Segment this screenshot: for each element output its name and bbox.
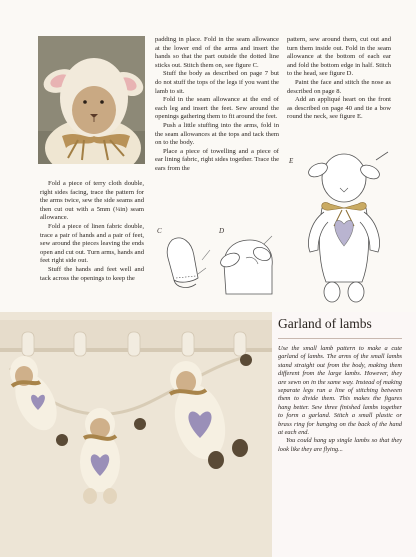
col2-paragraph: Fold in the seam allowance at the end of each leg and insert the feet. Sew around the openings gathering them to fit around the feet. [155,96,279,121]
garland-section [278,316,402,454]
col2-paragraph: Stuff the body as described on page 7 but do not stuff the tops of the legs if you want the lamb to sit. [155,70,279,95]
garland-title: Garland of lambs [278,316,372,331]
figure-c-illustration [158,232,216,294]
figure-e-label: E [289,157,294,165]
garland-paragraph: Use the small lamb pattern to make a cute garland of lambs. The arms of the small lambs stand straight out from the body, making them different from the large lambs. However, they are sewn on in the same way. Instead of making separate legs run a line of stitching between them to divide them. This makes the figures hang better. Sew three finished lambs together to form a garland. Stitch a small plastic or brass ring for hanging on the back of the hand at each end. [278,345,402,437]
figure-d-label: D [219,227,225,235]
col1-paragraph: Fold a piece of terry cloth double, right sides facing, trace the pattern for the arms twice, sew the side seams and then cut out with a 5mm (¼in) seam allowance. [40,180,144,222]
col2-paragraph: Place a piece of towelling and a piece of ear lining fabric, right sides together. Trace the ears from the [155,147,279,172]
garland-paragraph: You could hang up single lambs so that they look like they are flying... [278,437,402,453]
garland-title-rule [278,338,402,339]
figure-d-illustration [216,234,278,296]
instructions-column-2 [155,36,279,174]
instructions-column-1 [40,180,144,283]
lamb-face-photo [38,36,145,164]
col3-paragraph: pattern, sew around them, cut out and turn them inside out. Fold in the seam allowance at the bottom of each ear and fold the bottom edge in half. Stitch to the head, see figure D. [287,36,391,78]
figure-e-illustration [300,150,398,306]
col1-paragraph: Fold a piece of linen fabric double, trace a pair of hands and a pair of feet, sew around the pieces leaving the ends open and cut out. Turn arms, hands and feet right side out. [40,222,144,265]
figure-c-label: C [157,227,162,235]
garland-photo [0,312,272,557]
col2-paragraph: padding in place. Fold in the seam allowance at the lower end of the arms and insert the hands so that the part outside the dotted line sticks out. Stitch them on, see figure C. [155,36,279,69]
col3-paragraph: Paint the face and stitch the nose as described on page 8. [287,78,391,95]
col1-paragraph: Stuff the hands and feet well and tack across the openings to keep the [40,265,144,282]
col2-paragraph: Push a little stuffing into the arms, fold in the seam allowances at the tops and tack them on to the body. [155,121,279,147]
col3-paragraph: Add an appliqué heart on the front as described on page 40 and tie a bow round the neck, see figure E. [287,96,391,121]
instructions-column-3 [287,36,391,122]
